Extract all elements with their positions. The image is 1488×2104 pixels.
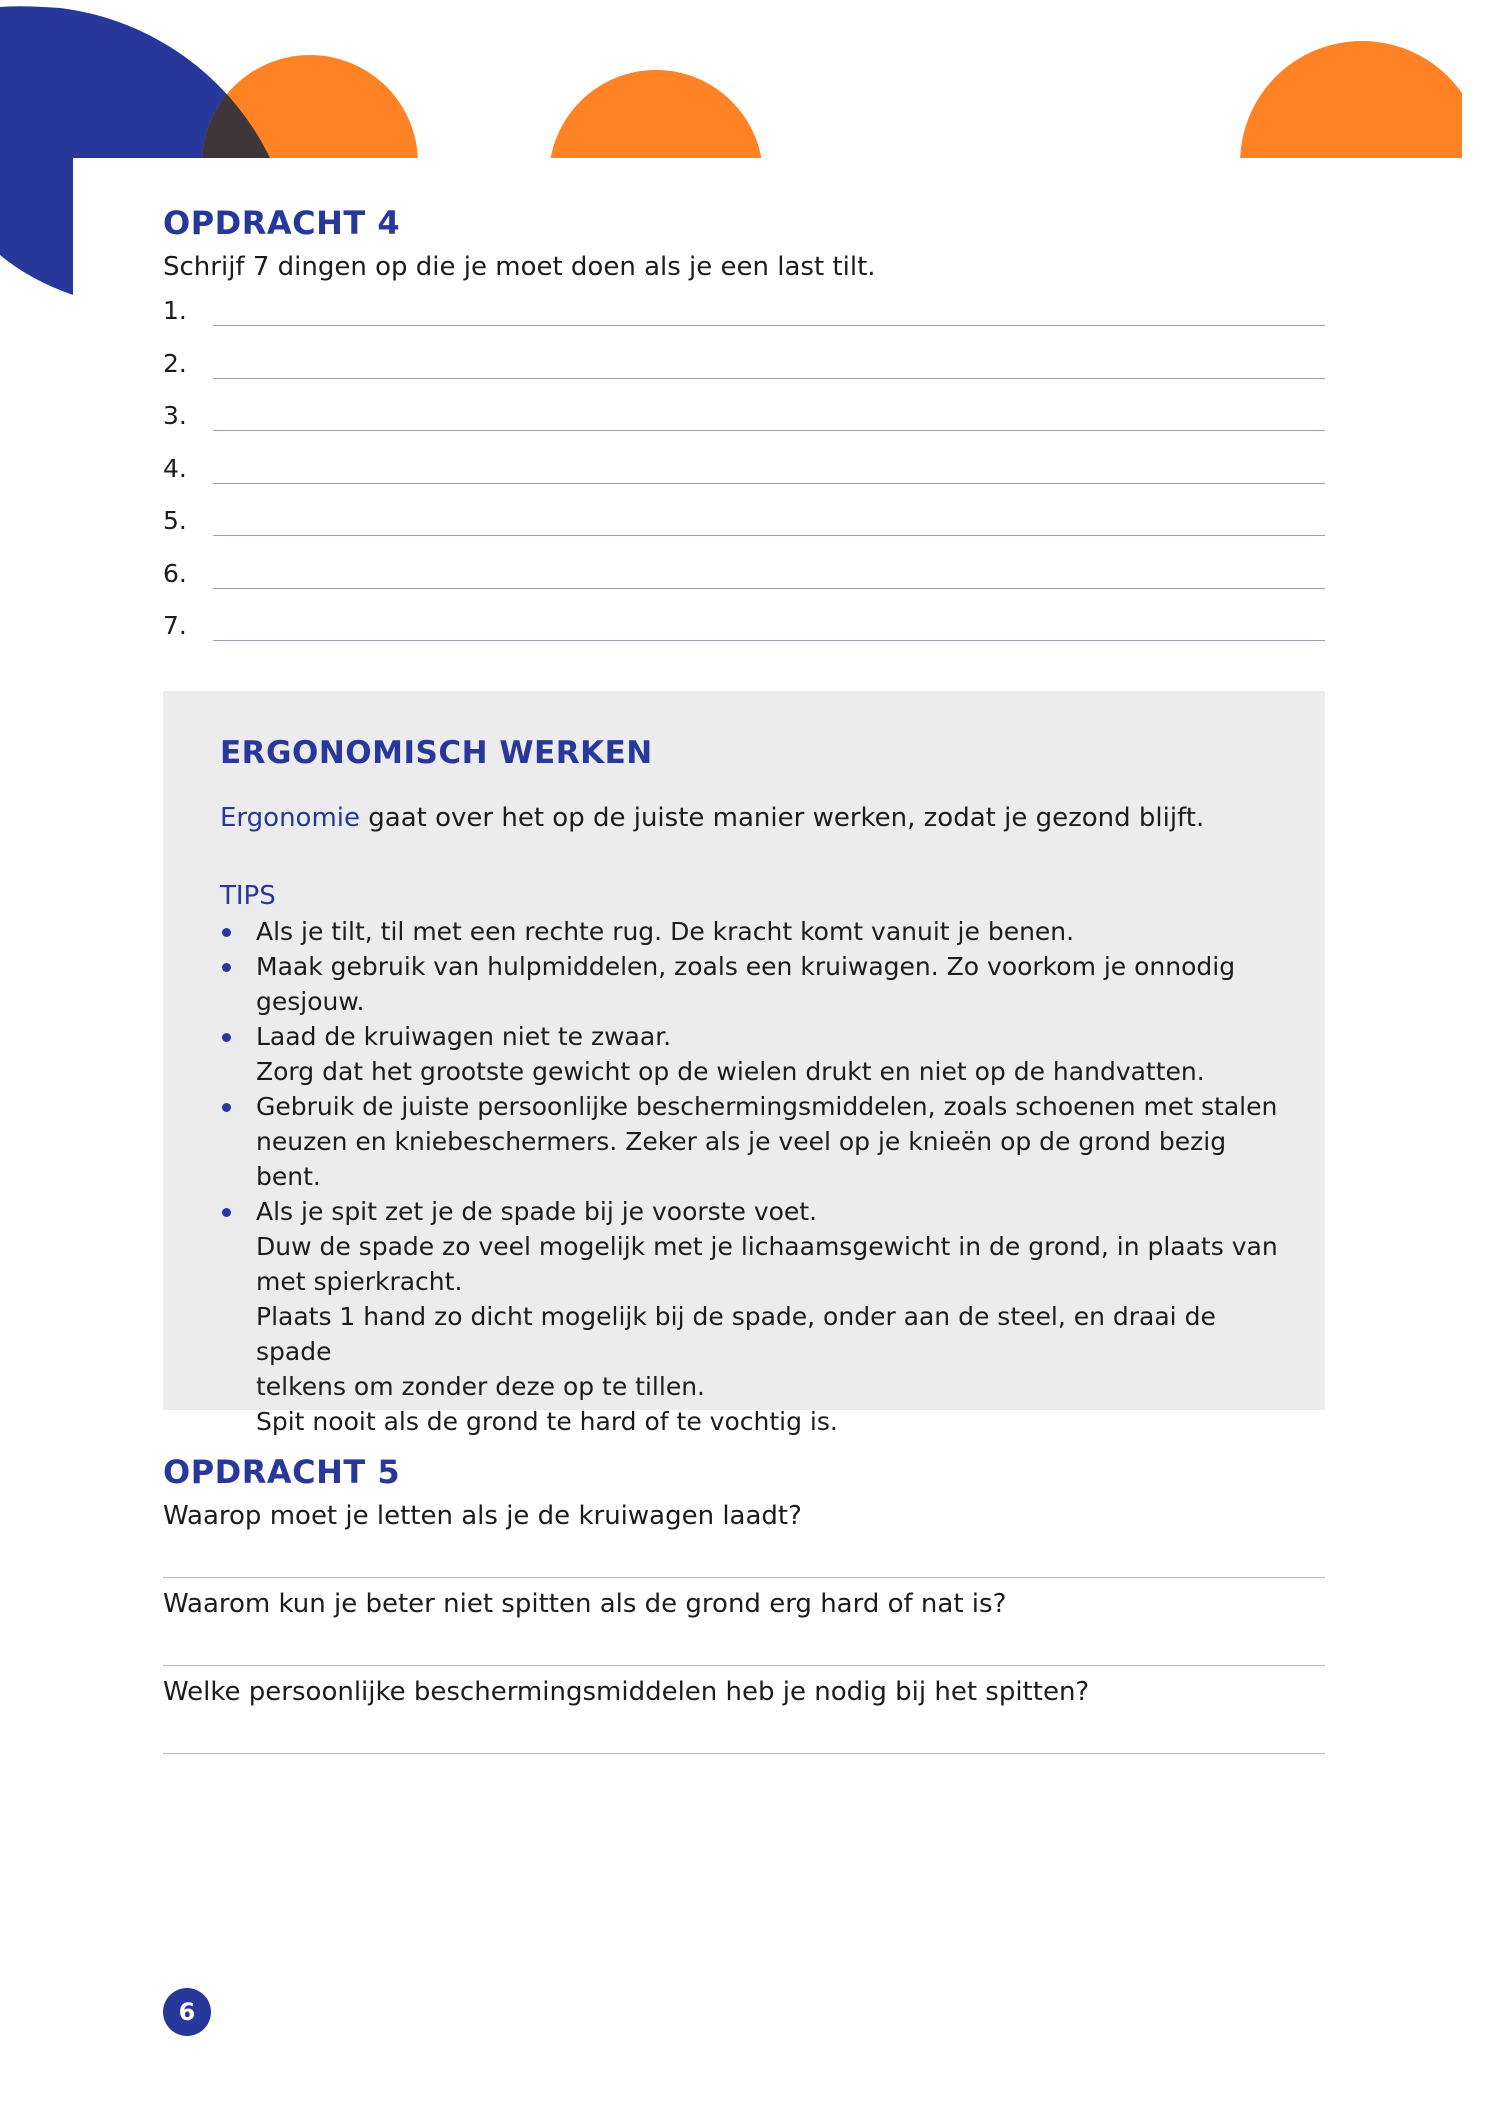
- opdracht4-intro: Schrijf 7 dingen op die je moet doen als je een last tilt.: [163, 252, 876, 282]
- opdracht5-title: OPDRACHT 5: [163, 1453, 401, 1491]
- ergonomie-info-box: [163, 691, 1325, 1436]
- tip-text-line: Als je tilt, til met een rechte rug. De kracht komt vanuit je benen.: [256, 917, 1075, 946]
- opdracht5-question: Welke persoonlijke beschermingsmiddelen heb je nodig bij het spitten?: [163, 1677, 1090, 1707]
- tip-text-line: Als je spit zet je de spade bij je voorste voet.: [256, 1197, 818, 1226]
- answer-line[interactable]: [163, 1753, 1325, 1754]
- tip-item: [220, 949, 1280, 1019]
- answer-lines: [163, 290, 1325, 658]
- tip-text-line: met spierkracht.: [256, 1267, 463, 1296]
- tip-text-line: Duw de spade zo veel mogelijk met je lichaamsgewicht in de grond, in plaats van: [256, 1232, 1278, 1261]
- opdracht5-question: Waarop moet je letten als je de kruiwagen laadt?: [163, 1501, 802, 1531]
- tip-text-line: Spit nooit als de grond te hard of te vochtig is.: [256, 1407, 838, 1436]
- orange-semicircle-right: [1240, 41, 1484, 285]
- opdracht5-question: Waarom kun je beter niet spitten als de grond erg hard of nat is?: [163, 1589, 1007, 1619]
- tip-item: [220, 1089, 1280, 1194]
- ergonomie-term: Ergonomie: [220, 803, 361, 833]
- answer-line[interactable]: [163, 1665, 1325, 1666]
- tip-text-line: Zorg dat het grootste gewicht op de wielen drukt en niet op de handvatten.: [256, 1057, 1205, 1086]
- bullet-icon: [222, 1103, 231, 1112]
- answer-line[interactable]: [163, 395, 1325, 448]
- answer-number: 6.: [163, 558, 187, 588]
- tip-text-line: neuzen en kniebeschermers. Zeker als je veel op je knieën op de grond bezig bent.: [256, 1127, 1227, 1191]
- bullet-icon: [222, 1208, 231, 1217]
- tip-text-line: Maak gebruik van hulpmiddelen, zoals een kruiwagen. Zo voorkom je onnodig: [256, 952, 1236, 981]
- tip-text-line: Laad de kruiwagen niet te zwaar.: [256, 1022, 672, 1051]
- tips-label: TIPS: [220, 881, 276, 911]
- opdracht4-title: OPDRACHT 4: [163, 204, 401, 242]
- answer-number: 7.: [163, 611, 187, 640]
- answer-number: 3.: [163, 401, 187, 430]
- tip-item: [220, 914, 1280, 949]
- answer-line[interactable]: [163, 290, 1325, 343]
- bullet-icon: [222, 963, 231, 972]
- answer-line[interactable]: [163, 553, 1325, 606]
- bullet-icon: [222, 1033, 231, 1042]
- answer-line[interactable]: [163, 343, 1325, 396]
- answer-number: 4.: [163, 453, 187, 483]
- answer-line[interactable]: [163, 448, 1325, 501]
- bullet-icon: [222, 928, 231, 937]
- tips-list: [220, 914, 1280, 1439]
- tip-item: [220, 1194, 1280, 1439]
- answer-line[interactable]: [163, 1577, 1325, 1578]
- answer-number: 1.: [163, 296, 187, 325]
- answer-number: 5.: [163, 506, 187, 535]
- ergonomie-intro: [220, 803, 1204, 833]
- answer-number: 2.: [163, 348, 187, 378]
- tip-text-line: gesjouw.: [256, 987, 365, 1016]
- page-number-badge: 6: [163, 1988, 211, 2036]
- tip-text-line: Gebruik de juiste persoonlijke beschermingsmiddelen, zoals schoenen met stalen: [256, 1092, 1278, 1121]
- tip-text-line: Plaats 1 hand zo dicht mogelijk bij de spade, onder aan de steel, en draai de spade: [256, 1302, 1216, 1366]
- tip-text-line: telkens om zonder deze op te tillen.: [256, 1372, 705, 1401]
- ergonomie-title: ERGONOMISCH WERKEN: [220, 735, 653, 771]
- tip-item: [220, 1019, 1280, 1089]
- answer-line[interactable]: [163, 500, 1325, 553]
- answer-line[interactable]: [163, 605, 1325, 658]
- ergonomie-intro-text: gaat over het op de juiste manier werken, zodat je gezond blijft.: [360, 803, 1205, 833]
